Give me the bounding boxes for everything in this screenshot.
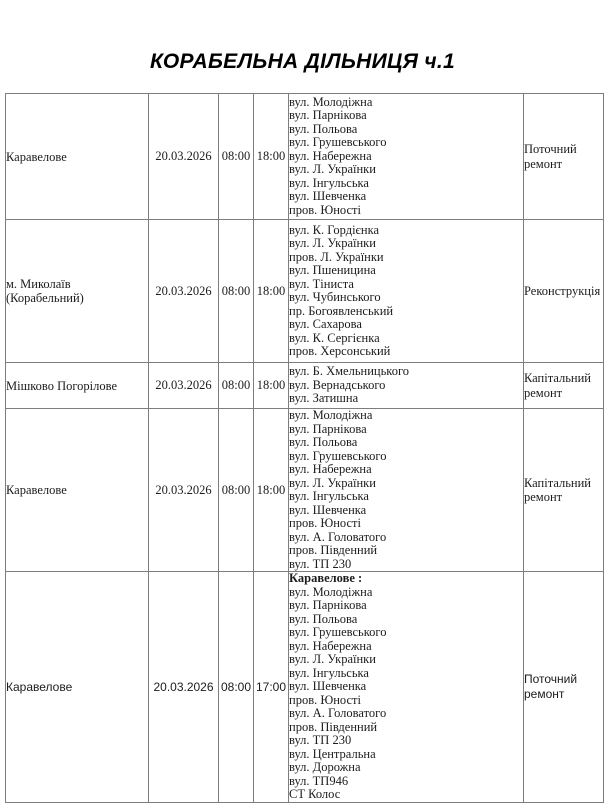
date-cell: 20.03.2026 — [149, 94, 219, 220]
street-line: СТ Колос — [289, 787, 341, 801]
end-time-cell: 18:00 — [254, 94, 289, 220]
work-type-cell: Поточний ремонт — [524, 572, 604, 803]
street-line: вул. Молодіжна — [289, 94, 373, 109]
street-line: вул. ТП 230 — [289, 733, 352, 747]
street-line: вул. Л. Українки — [289, 652, 376, 666]
street-line: вул. Дорожна — [289, 760, 361, 774]
end-time-cell: 18:00 — [254, 363, 289, 409]
table-row — [6, 409, 604, 572]
street-line: вул. К. Сергієнка — [289, 330, 380, 345]
street-line: вул. Молодіжна — [289, 408, 373, 422]
street-line: вул. Інгульська — [289, 175, 369, 190]
streets-cell — [289, 220, 524, 363]
table-row — [6, 220, 604, 363]
street-line: вул. Грушевського — [289, 135, 387, 150]
street-line: вул. Набережна — [289, 462, 372, 476]
table-row — [6, 94, 604, 220]
street-line: вул. ТП 230 — [289, 556, 352, 571]
street-line: вул. Чубинського — [289, 290, 381, 304]
start-time-cell: 08:00 — [219, 572, 254, 803]
street-line: вул. Молодіжна — [289, 584, 373, 599]
table-row — [6, 363, 604, 409]
date-cell: 20.03.2026 — [149, 220, 219, 363]
location-cell: Каравелове — [6, 409, 149, 572]
street-line: вул. Центральна — [289, 746, 376, 761]
street-line: вул. Інгульська — [289, 489, 369, 503]
street-line: пров. Херсонський — [289, 344, 391, 358]
street-line: вул. Парнікова — [289, 421, 367, 436]
street-line: вул. Л. Українки — [289, 236, 376, 250]
street-line: вул. Польова — [289, 435, 358, 449]
street-line: вул. Тіниста — [289, 276, 354, 291]
street-line: вул. Парнікова — [289, 598, 367, 612]
street-line: вул. К. Гордієнка — [289, 222, 380, 237]
street-line: вул. Парнікова — [289, 108, 367, 123]
street-line: пров. Юності — [289, 516, 361, 530]
start-time-cell: 08:00 — [219, 220, 254, 363]
street-line: вул. Сахарова — [289, 317, 362, 331]
location-cell: Мішково Погорілове — [6, 363, 149, 409]
street-line: вул. Інгульська — [289, 665, 369, 680]
street-line: вул. Вернадського — [289, 377, 386, 392]
start-time-cell: 08:00 — [219, 363, 254, 409]
location-cell: Каравелове — [6, 572, 149, 803]
street-line: вул. Затишна — [289, 391, 359, 406]
street-line: вул. ТП946 — [289, 773, 349, 788]
street-line: вул. Польова — [289, 121, 358, 136]
work-type-cell: Реконструкція — [524, 220, 604, 363]
streets-group-title: Каравелове : — [289, 571, 363, 585]
work-type-cell: Капітальний ремонт — [524, 363, 604, 409]
date-cell: 20.03.2026 — [149, 363, 219, 409]
street-line: вул. Шевченка — [289, 502, 367, 517]
street-line: пров. Південний — [289, 719, 378, 734]
street-line: пров. Юності — [289, 692, 361, 707]
street-line: вул. Шевченка — [289, 679, 367, 693]
date-cell: 20.03.2026 — [149, 572, 219, 803]
street-line: пров. Південний — [289, 543, 378, 557]
start-time-cell: 08:00 — [219, 409, 254, 572]
street-line: вул. Пшеницина — [289, 263, 376, 277]
street-line: вул. Грушевського — [289, 625, 387, 639]
start-time-cell: 08:00 — [219, 94, 254, 220]
date-cell: 20.03.2026 — [149, 409, 219, 572]
end-time-cell: 18:00 — [254, 220, 289, 363]
end-time-cell: 18:00 — [254, 409, 289, 572]
work-type-cell: Поточний ремонт — [524, 94, 604, 220]
street-line: вул. Польова — [289, 611, 358, 626]
table-body — [6, 94, 604, 803]
street-line: вул. Шевченка — [289, 189, 367, 204]
street-line: пров. Юності — [289, 202, 361, 217]
streets-cell — [289, 409, 524, 572]
streets-cell — [289, 94, 524, 220]
location-cell: Каравелове — [6, 94, 149, 220]
table-row — [6, 572, 604, 803]
street-line: вул. А. Головатого — [289, 529, 387, 544]
street-line: вул. Л. Українки — [289, 162, 376, 177]
street-line: вул. Б. Хмельницького — [289, 364, 410, 379]
work-type-cell: Капітальний ремонт — [524, 409, 604, 572]
street-line: вул. Грушевського — [289, 448, 387, 463]
street-line: пр. Богоявленський — [289, 303, 394, 318]
street-line: вул. Набережна — [289, 638, 372, 653]
page-title: КОРАБЕЛЬНА ДІЛЬНИЦЯ ч.1 — [149, 50, 456, 73]
street-line: пров. Л. Українки — [289, 249, 384, 264]
street-line: вул. Л. Українки — [289, 475, 376, 490]
location-cell: м. Миколаїв (Корабельний) — [6, 220, 149, 363]
end-time-cell: 17:00 — [254, 572, 289, 803]
outage-table — [5, 93, 604, 803]
streets-cell — [289, 363, 524, 409]
street-line: вул. Набережна — [289, 148, 372, 163]
street-line: вул. А. Головатого — [289, 706, 387, 720]
streets-cell — [289, 572, 524, 803]
